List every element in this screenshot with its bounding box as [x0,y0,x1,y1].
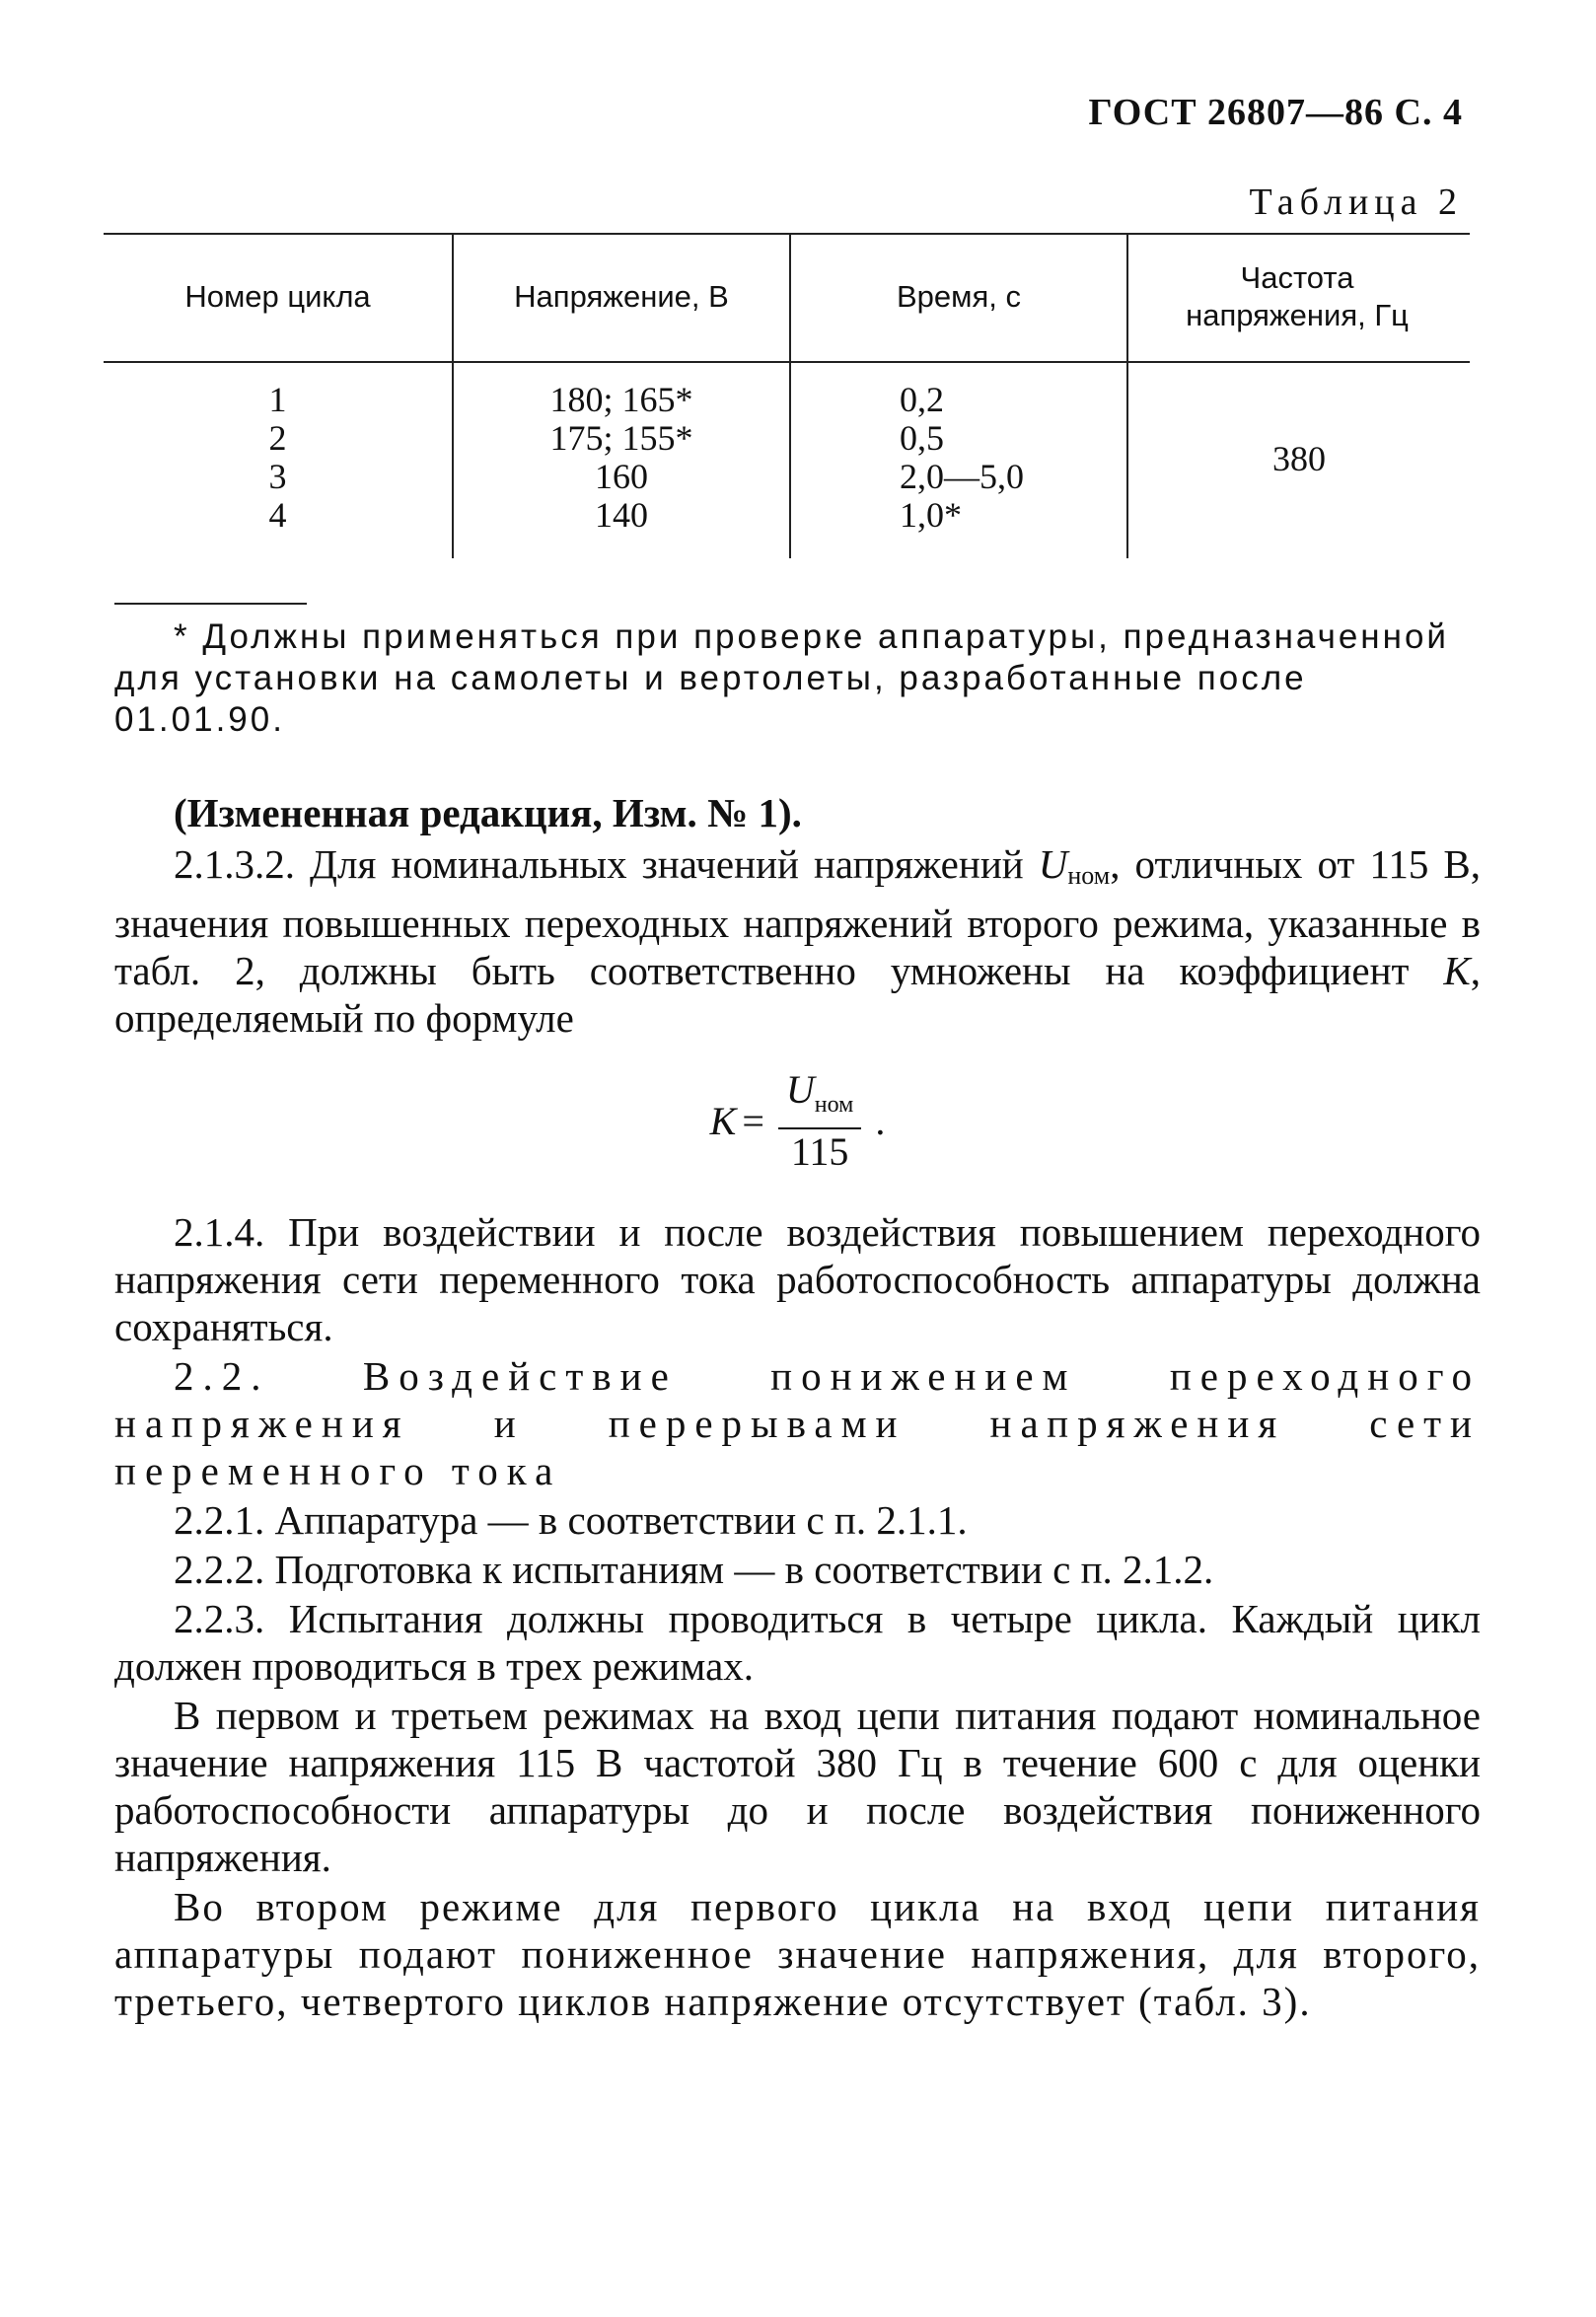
table-cell: 3 [268,457,287,496]
paragraph-2-1-3-2 [114,840,1481,1042]
header-cycle-number: Номер цикла [184,279,371,314]
table-cell: 175; 155* [549,418,693,458]
table-cell: 2 [268,418,287,458]
paragraph-modes-1-3: В первом и третьем режимах на вход цепи питания подают номинальное значение напряжения 115 В частотой 380 Гц в течение 600 с для оценки работоспособности аппаратуры до и после воздействия пониженного напряжения. [114,1693,1481,1880]
formula-numerator [778,1067,861,1129]
table-header-rule [104,361,1470,363]
paragraph-mode-2: Во втором режиме для первого цикла на вход цепи питания аппаратуры подают пониженное значение напряжения, для второго, третьего, четвертого циклов напряжение отсутствует (табл. 3). [114,1884,1481,2024]
header-time: Время, с [897,279,1021,314]
table-cell: 0,5 [900,418,944,458]
formula-k [114,1067,1481,1175]
formula-fraction [778,1067,861,1175]
numerator-subscript: ном [814,1092,854,1118]
formula-period: . [875,1098,886,1143]
header-voltage: Напряжение, В [514,279,729,314]
table-cell: 4 [268,495,287,535]
symbol-u: U [1038,841,1068,887]
body-text [114,789,1481,2027]
paragraph-2-2-3: 2.2.3. Испытания должны проводиться в четыре цикла. Каждый цикл должен проводиться в трех режимах. [114,1596,1481,1689]
table-cell: 2,0—5,0 [900,457,1024,496]
table-cell: 180; 165* [549,380,693,419]
para-text: 2.1.3.2. Для номинальных значений напряжений [174,841,1039,887]
formula-equals: = [742,1098,764,1143]
page-header: ГОСТ 26807—86 С. 4 [1088,92,1463,133]
numerator-symbol: U [785,1067,815,1112]
para-text: , определяемый по формуле [114,948,1481,1041]
table-cell: 1 [268,380,287,419]
symbol-subscript: ном [1067,861,1111,890]
header-frequency: Частота напряжения, Гц [1186,260,1409,332]
cycle-number-column [104,381,452,535]
table-footnote: * Должны применяться при проверке аппаратуры, предназначенной для установки на самолеты и вертолеты, разработанные после 01.01.90. [114,617,1449,739]
formula-denominator: 115 [790,1129,849,1174]
table-cell: 140 [595,495,648,535]
amendment-note: (Измененная редакция, Изм. № 1). [174,790,802,835]
footnote-rule [114,603,307,605]
table-cell: 160 [595,457,648,496]
table-caption: Таблица 2 [1249,181,1463,223]
symbol-k: K [1443,948,1471,993]
voltage-table [104,233,1470,558]
frequency-cell: 380 [1272,439,1326,478]
paragraph-2-1-4: 2.1.4. При воздействии и после воздействия повышением переходного напряжения сети переменного тока работоспособность аппаратуры должна сохраняться. [114,1209,1481,1349]
section-2-2-title: 2.2. Воздействие понижением переходного напряжения и перерывами напряжения сети переменного тока [114,1353,1481,1493]
para-text: , отличных от 115 В, значения повышенных переходных напряжений второго режима, указанные в табл. 2, должны быть соответственно умножены на коэффициент [114,841,1481,993]
formula-lhs: K [709,1098,737,1143]
table-cell: 0,2 [900,380,944,419]
paragraph-2-2-1: 2.2.1. Аппаратура — в соответствии с п. 2.1.1. [174,1497,968,1543]
voltage-column [454,381,789,535]
table-cell: 1,0* [900,495,962,535]
paragraph-2-2-2: 2.2.2. Подготовка к испытаниям — в соответствии с п. 2.1.2. [174,1547,1214,1592]
